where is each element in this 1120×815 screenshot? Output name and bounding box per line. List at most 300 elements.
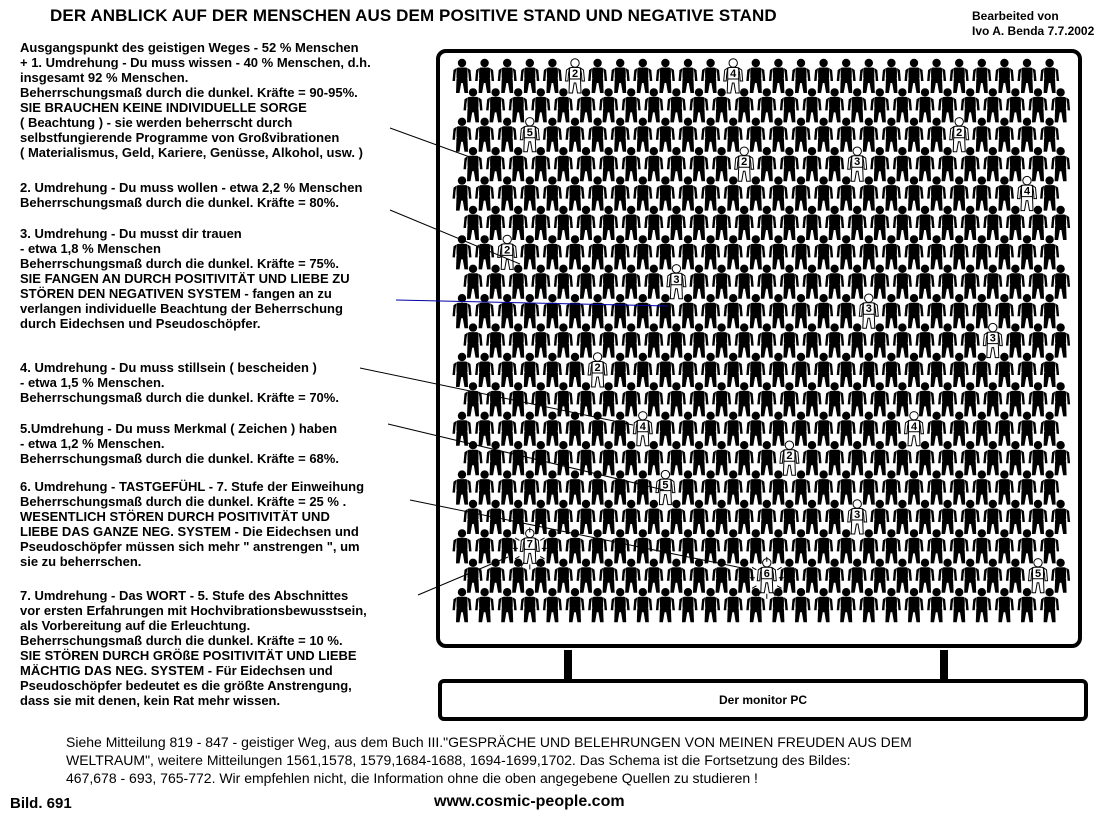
person-figure bbox=[848, 559, 867, 593]
person-figure bbox=[746, 118, 765, 152]
person-figure bbox=[690, 441, 709, 475]
person-figure bbox=[566, 353, 585, 387]
note-line: Beherrschungsmaß durch die dunkel. Kräfte = 75%. bbox=[20, 256, 339, 271]
page-title: DER ANBLICK AUF DER MENSCHEN AUS DEM POSITIVE STAND UND NEGATIVE STAND bbox=[50, 6, 777, 25]
person-figure bbox=[757, 441, 776, 475]
person-figure bbox=[950, 470, 969, 504]
person-figure bbox=[950, 588, 969, 622]
person-figure bbox=[814, 470, 833, 504]
person-figure bbox=[486, 206, 505, 240]
person-figure bbox=[735, 265, 754, 299]
person-figure bbox=[566, 118, 585, 152]
person-figure bbox=[870, 559, 889, 593]
person-figure bbox=[712, 147, 731, 181]
person-figure bbox=[882, 353, 901, 387]
person-figure bbox=[983, 382, 1002, 416]
note-line: MÄCHTIG DAS NEG. SYSTEM - Für Eidechsen und bbox=[20, 663, 333, 678]
person-figure bbox=[950, 412, 969, 446]
person-figure bbox=[780, 323, 799, 357]
person-figure bbox=[893, 323, 912, 357]
person-figure bbox=[769, 235, 788, 269]
person-figure bbox=[622, 323, 641, 357]
person-figure bbox=[1018, 529, 1037, 563]
person-figure bbox=[814, 235, 833, 269]
person-rotation-label: 3 bbox=[989, 332, 996, 345]
light-ray-mark bbox=[777, 567, 781, 570]
person-figure bbox=[961, 559, 980, 593]
note-line: STÖREN DEN NEGATIVEN SYSTEM - fangen an zu bbox=[20, 286, 332, 301]
person-figure bbox=[679, 176, 698, 210]
person-figure bbox=[814, 353, 833, 387]
person-figure bbox=[882, 412, 901, 446]
person-figure bbox=[453, 353, 472, 387]
person-figure bbox=[679, 118, 698, 152]
person-figure bbox=[927, 470, 946, 504]
note-line: LIEBE DAS GANZE NEG. SYSTEM - Die Eidechsen und bbox=[20, 524, 359, 539]
person-figure bbox=[983, 147, 1002, 181]
person-figure bbox=[622, 206, 641, 240]
person-figure bbox=[611, 412, 630, 446]
light-ray-mark bbox=[515, 556, 519, 559]
person-figure bbox=[566, 294, 585, 328]
person-figure bbox=[905, 118, 924, 152]
person-figure bbox=[1051, 206, 1070, 240]
person-rotation-label: 3 bbox=[854, 156, 861, 169]
note-line: 5.Umdrehung - Du muss Merkmal ( Zeichen ) haben bbox=[20, 421, 338, 436]
person-figure bbox=[464, 147, 483, 181]
person-rotation-label: 3 bbox=[673, 273, 680, 286]
person-figure bbox=[882, 235, 901, 269]
person-figure bbox=[972, 176, 991, 210]
person-figure bbox=[486, 500, 505, 534]
person-figure bbox=[746, 59, 765, 93]
person-figure bbox=[757, 500, 776, 534]
person-figure bbox=[577, 206, 596, 240]
person-figure bbox=[893, 88, 912, 122]
person-figure bbox=[543, 529, 562, 563]
person-figure bbox=[588, 588, 607, 622]
crowd-group bbox=[453, 59, 1071, 622]
person-figure bbox=[498, 353, 517, 387]
person-figure bbox=[961, 441, 980, 475]
person-figure bbox=[498, 529, 517, 563]
person-figure bbox=[825, 88, 844, 122]
person-figure bbox=[475, 59, 494, 93]
person-figure bbox=[916, 265, 935, 299]
person-figure bbox=[905, 470, 924, 504]
person-figure bbox=[554, 441, 573, 475]
person-figure bbox=[1029, 382, 1048, 416]
person-figure bbox=[814, 588, 833, 622]
person-figure bbox=[961, 206, 980, 240]
person-figure bbox=[701, 588, 720, 622]
note-line: - etwa 1,8 % Menschen bbox=[20, 241, 161, 256]
monitor-label: Der monitor PC bbox=[718, 693, 807, 707]
person-figure bbox=[905, 59, 924, 93]
person-figure bbox=[656, 235, 675, 269]
person-figure bbox=[667, 441, 686, 475]
light-ray-mark bbox=[752, 586, 756, 589]
person-figure bbox=[531, 265, 550, 299]
person-figure bbox=[633, 176, 652, 210]
person-figure bbox=[599, 441, 618, 475]
person-figure bbox=[905, 588, 924, 622]
person-figure bbox=[792, 588, 811, 622]
person-figure bbox=[656, 59, 675, 93]
person-figure bbox=[814, 59, 833, 93]
person-figure bbox=[983, 206, 1002, 240]
person-figure bbox=[1051, 147, 1070, 181]
person-figure bbox=[543, 59, 562, 93]
person-figure bbox=[905, 235, 924, 269]
person-figure bbox=[746, 294, 765, 328]
person-figure bbox=[769, 59, 788, 93]
person-figure bbox=[520, 353, 539, 387]
person-figure bbox=[701, 470, 720, 504]
person-figure bbox=[1040, 412, 1059, 446]
person-figure bbox=[1006, 147, 1025, 181]
person-figure bbox=[938, 441, 957, 475]
person-figure bbox=[792, 59, 811, 93]
person-figure bbox=[588, 118, 607, 152]
person-figure bbox=[679, 59, 698, 93]
person-figure bbox=[792, 294, 811, 328]
person-figure bbox=[950, 235, 969, 269]
person-figure bbox=[464, 265, 483, 299]
person-figure bbox=[769, 118, 788, 152]
person-figure bbox=[622, 147, 641, 181]
person-figure bbox=[848, 382, 867, 416]
person-figure bbox=[712, 382, 731, 416]
person-figure bbox=[464, 88, 483, 122]
person-figure bbox=[543, 118, 562, 152]
person-figure bbox=[599, 323, 618, 357]
person-figure bbox=[701, 235, 720, 269]
person-figure bbox=[746, 353, 765, 387]
person-figure bbox=[893, 559, 912, 593]
person-figure bbox=[622, 559, 641, 593]
person-figure bbox=[983, 559, 1002, 593]
person-figure bbox=[667, 323, 686, 357]
person-figure bbox=[769, 529, 788, 563]
person-figure bbox=[927, 59, 946, 93]
person-figure bbox=[848, 265, 867, 299]
person-figure bbox=[475, 588, 494, 622]
person-rotation-label: 2 bbox=[571, 68, 579, 80]
person-figure bbox=[916, 88, 935, 122]
person-figure bbox=[464, 323, 483, 357]
note-line: durch Eidechsen und Pseudoschöpfer. bbox=[20, 316, 261, 331]
person-figure bbox=[599, 265, 618, 299]
person-figure bbox=[803, 206, 822, 240]
person-figure bbox=[633, 118, 652, 152]
person-figure bbox=[893, 382, 912, 416]
person-figure bbox=[543, 412, 562, 446]
person-figure bbox=[746, 529, 765, 563]
person-figure bbox=[1029, 500, 1048, 534]
note-line: dass sie mit denen, kein Rat mehr wissen. bbox=[20, 693, 281, 708]
person-figure bbox=[848, 441, 867, 475]
note-line: ( Materialismus, Geld, Kariere, Genüsse, Alkohol, usw. ) bbox=[20, 145, 363, 160]
person-figure bbox=[644, 382, 663, 416]
person-figure bbox=[1006, 265, 1025, 299]
person-figure bbox=[882, 470, 901, 504]
person-figure bbox=[633, 470, 652, 504]
person-figure bbox=[453, 59, 472, 93]
person-figure bbox=[679, 412, 698, 446]
light-ray-mark bbox=[515, 538, 519, 541]
note-line: Beherrschungsmaß durch die dunkel. Kräfte = 10 %. bbox=[20, 633, 343, 648]
note-line: insgesamt 92 % Menschen. bbox=[20, 70, 189, 85]
person-figure bbox=[644, 206, 663, 240]
person-figure bbox=[1018, 412, 1037, 446]
note-line: sie zu beherrschen. bbox=[20, 554, 142, 569]
person-figure bbox=[498, 294, 517, 328]
note-line: Pseudoschöpfer bedeutet es die größte Anstrengung, bbox=[20, 678, 352, 693]
person-figure bbox=[520, 235, 539, 269]
person-figure bbox=[690, 559, 709, 593]
person-figure bbox=[690, 147, 709, 181]
person-figure bbox=[792, 529, 811, 563]
person-figure bbox=[690, 382, 709, 416]
person-figure bbox=[972, 59, 991, 93]
person-figure bbox=[679, 588, 698, 622]
person-figure bbox=[814, 412, 833, 446]
person-figure bbox=[633, 353, 652, 387]
person-figure bbox=[1029, 441, 1048, 475]
person-rotation-label: 7 bbox=[526, 538, 533, 551]
note-line: 3. Umdrehung - Du musst dir trauen bbox=[20, 226, 242, 241]
person-figure bbox=[972, 412, 991, 446]
person-figure bbox=[916, 206, 935, 240]
person-figure bbox=[1051, 382, 1070, 416]
person-figure bbox=[566, 235, 585, 269]
person-figure bbox=[599, 500, 618, 534]
person-figure bbox=[837, 235, 856, 269]
person-figure bbox=[1040, 353, 1059, 387]
note-line: 4. Umdrehung - Du muss stillsein ( bescheiden ) bbox=[20, 360, 317, 375]
person-figure bbox=[735, 206, 754, 240]
person-figure bbox=[453, 588, 472, 622]
note-line: Ausgangspunkt des geistigen Weges - 52 % Menschen bbox=[20, 40, 359, 55]
person-figure bbox=[566, 412, 585, 446]
person-figure bbox=[701, 59, 720, 93]
person-figure bbox=[870, 206, 889, 240]
person-figure bbox=[520, 588, 539, 622]
person-figure bbox=[1006, 441, 1025, 475]
person-figure bbox=[1018, 353, 1037, 387]
person-figure bbox=[746, 470, 765, 504]
person-figure bbox=[837, 353, 856, 387]
person-figure bbox=[667, 206, 686, 240]
note-line: SIE FANGEN AN DURCH POSITIVITÄT UND LIEBE ZU bbox=[20, 271, 350, 286]
person-figure bbox=[927, 529, 946, 563]
person-figure bbox=[656, 412, 675, 446]
person-figure bbox=[464, 559, 483, 593]
light-ray-mark bbox=[540, 538, 544, 541]
person-figure bbox=[712, 265, 731, 299]
website-link[interactable]: www.cosmic-people.com bbox=[434, 793, 625, 810]
person-figure bbox=[927, 412, 946, 446]
person-figure bbox=[972, 588, 991, 622]
person-rotation-label: 2 bbox=[786, 450, 793, 463]
person-figure bbox=[588, 529, 607, 563]
person-figure bbox=[611, 529, 630, 563]
note-line: - etwa 1,2 % Menschen. bbox=[20, 436, 165, 451]
note-line: 2. Umdrehung - Du muss wollen - etwa 2,2 % Menschen bbox=[20, 180, 363, 195]
note-line: als Vorbereitung auf die Erleuchtung. bbox=[20, 618, 251, 633]
person-figure bbox=[611, 470, 630, 504]
person-figure bbox=[509, 500, 528, 534]
person-figure bbox=[712, 500, 731, 534]
person-figure bbox=[1040, 176, 1059, 210]
person-figure bbox=[837, 59, 856, 93]
person-figure bbox=[724, 294, 743, 328]
person-figure bbox=[644, 323, 663, 357]
person-figure bbox=[769, 412, 788, 446]
person-figure bbox=[633, 588, 652, 622]
note-line: Beherrschungsmaß durch die dunkel. Kräfte = 80%. bbox=[20, 195, 339, 210]
person-figure bbox=[927, 588, 946, 622]
person-figure bbox=[950, 59, 969, 93]
person-rotation-label: 5 bbox=[526, 126, 533, 139]
author-line-1: Bearbeited von bbox=[972, 9, 1059, 23]
person-figure bbox=[780, 559, 799, 593]
person-rotation-label: 2 bbox=[956, 126, 963, 139]
person-figure bbox=[531, 500, 550, 534]
person-figure bbox=[520, 294, 539, 328]
person-figure bbox=[735, 441, 754, 475]
footer-reference bbox=[66, 733, 912, 787]
person-figure bbox=[1018, 235, 1037, 269]
person-figure bbox=[724, 470, 743, 504]
person-figure bbox=[498, 59, 517, 93]
person-figure bbox=[938, 88, 957, 122]
person-figure bbox=[814, 529, 833, 563]
person-figure bbox=[701, 529, 720, 563]
note-line: Pseudoschöpfer müssen sich mehr " anstrengen ", um bbox=[20, 539, 360, 554]
person-figure bbox=[1006, 382, 1025, 416]
person-figure bbox=[690, 206, 709, 240]
person-figure bbox=[735, 323, 754, 357]
person-figure bbox=[780, 147, 799, 181]
note-line: 6. Umdrehung - TASTGEFÜHL - 7. Stufe der Einweihung bbox=[20, 479, 365, 494]
person-figure bbox=[475, 294, 494, 328]
person-figure bbox=[825, 500, 844, 534]
person-figure bbox=[1029, 265, 1048, 299]
person-figure bbox=[531, 323, 550, 357]
person-figure bbox=[531, 88, 550, 122]
person-figure bbox=[837, 118, 856, 152]
person-figure bbox=[724, 353, 743, 387]
person-figure bbox=[780, 500, 799, 534]
person-figure bbox=[780, 382, 799, 416]
person-figure bbox=[1040, 118, 1059, 152]
note-line: Beherrschungsmaß durch die dunkel. Kräfte = 68%. bbox=[20, 451, 339, 466]
person-figure bbox=[464, 500, 483, 534]
person-rotation-label: 5 bbox=[1034, 567, 1042, 580]
person-figure bbox=[486, 323, 505, 357]
person-figure bbox=[803, 147, 822, 181]
person-figure bbox=[1040, 59, 1059, 93]
person-figure bbox=[792, 412, 811, 446]
person-figure bbox=[870, 441, 889, 475]
person-figure bbox=[498, 470, 517, 504]
person-figure bbox=[814, 118, 833, 152]
person-figure bbox=[916, 323, 935, 357]
person-figure bbox=[803, 382, 822, 416]
person-figure bbox=[769, 353, 788, 387]
person-figure bbox=[757, 206, 776, 240]
person-figure bbox=[927, 353, 946, 387]
person-figure bbox=[837, 470, 856, 504]
person-rotation-label: 4 bbox=[1023, 185, 1031, 198]
person-figure bbox=[701, 118, 720, 152]
person-figure bbox=[554, 382, 573, 416]
person-figure bbox=[509, 441, 528, 475]
person-rotation-label: 3 bbox=[865, 303, 872, 316]
person-figure bbox=[475, 118, 494, 152]
person-figure bbox=[972, 294, 991, 328]
person-figure bbox=[792, 235, 811, 269]
person-figure bbox=[825, 382, 844, 416]
person-figure bbox=[453, 529, 472, 563]
person-figure bbox=[486, 382, 505, 416]
person-figure bbox=[803, 559, 822, 593]
person-figure bbox=[498, 588, 517, 622]
person-figure bbox=[1040, 470, 1059, 504]
person-figure bbox=[870, 382, 889, 416]
person-figure bbox=[1051, 323, 1070, 357]
person-figure bbox=[577, 147, 596, 181]
person-figure bbox=[690, 88, 709, 122]
person-figure bbox=[995, 470, 1014, 504]
person-figure bbox=[644, 88, 663, 122]
person-figure bbox=[520, 412, 539, 446]
note-line: SIE BRAUCHEN KEINE INDIVIDUELLE SORGE bbox=[20, 100, 307, 115]
note-line: selbstfungierende Programme von Großvibrationen bbox=[20, 130, 340, 145]
person-rotation-label: 2 bbox=[741, 156, 748, 169]
person-figure bbox=[983, 500, 1002, 534]
person-figure bbox=[961, 500, 980, 534]
person-figure bbox=[453, 118, 472, 152]
person-figure bbox=[995, 529, 1014, 563]
person-figure bbox=[746, 412, 765, 446]
person-figure bbox=[882, 176, 901, 210]
person-figure bbox=[1040, 235, 1059, 269]
person-figure bbox=[882, 294, 901, 328]
person-figure bbox=[938, 206, 957, 240]
person-figure bbox=[622, 88, 641, 122]
footer-line: Siehe Mitteilung 819 - 847 - geistiger Weg, aus dem Buch III."GESPRÄCHE UND BELEHRUNGEN VON MEINEN FREUDEN AUS DEM bbox=[66, 734, 912, 750]
person-figure bbox=[995, 412, 1014, 446]
person-figure bbox=[667, 382, 686, 416]
person-figure bbox=[599, 147, 618, 181]
person-figure bbox=[622, 265, 641, 299]
person-figure bbox=[520, 176, 539, 210]
person-figure bbox=[950, 529, 969, 563]
person-figure bbox=[780, 88, 799, 122]
person-figure bbox=[554, 323, 573, 357]
person-figure bbox=[690, 323, 709, 357]
person-figure bbox=[859, 588, 878, 622]
person-figure bbox=[803, 500, 822, 534]
person-figure bbox=[667, 147, 686, 181]
person-figure bbox=[803, 441, 822, 475]
person-figure bbox=[611, 294, 630, 328]
person-figure bbox=[882, 588, 901, 622]
person-figure bbox=[893, 147, 912, 181]
